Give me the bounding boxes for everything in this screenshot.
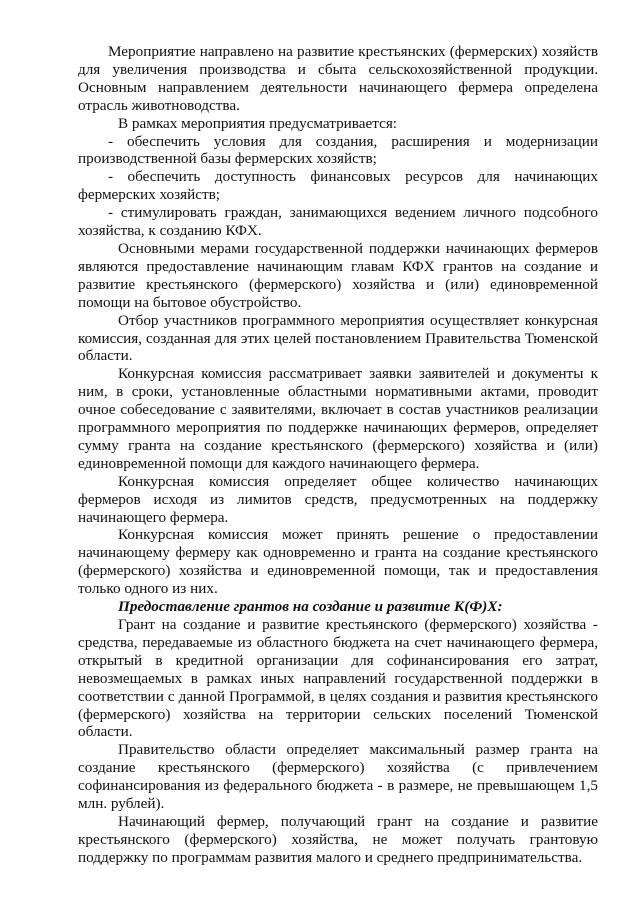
paragraph-selection: Отбор участников программного мероприятия осуществляет конкурсная комиссия, созданная для этих целей постановлением Правительства Тюменской области. — [78, 311, 598, 365]
paragraph-support-measures: Основными мерами государственной поддержки начинающих фермеров являются предоставление начинающим главам КФХ грантов на создание и развитие крестьянского (фермерского) хозяйства и (или) единовременной помощи на бытовое обустройство. — [78, 239, 598, 311]
list-item-finance: - обеспечить доступность финансовых ресурсов для начинающих фермерских хозяйств; — [78, 168, 598, 204]
list-item-base: - обеспечить условия для создания, расширения и модернизации производственной базы фермерских хозяйств; — [78, 132, 598, 168]
paragraph-intro: Мероприятие направлено на развитие крестьянских (фермерских) хозяйств для увеличения производства и сбыта сельскохозяйственной продукции. Основным направлением деятельности начинающего фермера определена отрасль животноводства. — [78, 43, 598, 114]
paragraph-grant-maximum: Правительство области определяет максимальный размер гранта на создание крестьянского (фермерского) хозяйства (с привлечением софинансирования из федерального бюджета - в размере, не превышающем 1,5 млн. рублей). — [78, 741, 598, 813]
paragraph-grant-definition: Грант на создание и развитие крестьянского (фермерского) хозяйства - средства, передаваемые из областного бюджета на счет начинающего фермера, открытый в кредитной организации для софинансирования его затрат, невозмещаемых в рамках иных направлений государственной поддержки в соответствии с данной Программой, в целях создания и развития крестьянского (фермерского) хозяйства на территории сельских поселений Тюменской области. — [78, 616, 598, 741]
section-heading-grants: Предоставление грантов на создание и развитие К(Ф)Х: — [118, 598, 503, 616]
paragraph-commission-count: Конкурсная комиссия определяет общее количество начинающих фермеров исходя из лимитов средств, предусмотренных на поддержку начинающего фермера. — [78, 472, 598, 526]
paragraph-grant-restriction: Начинающий фермер, получающий грант на создание и развитие крестьянского (фермерского) хозяйства, не может получать грантовую поддержку по программам развития малого и среднего предпринимательства. — [78, 812, 598, 866]
document-body — [78, 43, 598, 867]
list-item-stimulate: - стимулировать граждан, занимающихся ведением личного подсобного хозяйства, к созданию КФХ. — [78, 204, 598, 240]
paragraph-commission-review: Конкурсная комиссия рассматривает заявки заявителей и документы к ним, в сроки, установленные областными нормативными актами, проводит очное собеседование с заявителями, включает в состав участников реализации программного мероприятия по поддержке начинающих фермеров, определяет сумму гранта на создание крестьянского (фермерского) хозяйства и (или) единовременной помощи для каждого начинающего фермера. — [78, 365, 598, 472]
paragraph-measures-intro: В рамках мероприятия предусматривается: — [118, 114, 398, 132]
paragraph-commission-decision: Конкурсная комиссия может принять решение о предоставлении начинающему фермеру как одновременно и гранта на создание крестьянского (фермерского) хозяйства и единовременной помощи, так и предоставления только одного из них. — [78, 526, 598, 598]
